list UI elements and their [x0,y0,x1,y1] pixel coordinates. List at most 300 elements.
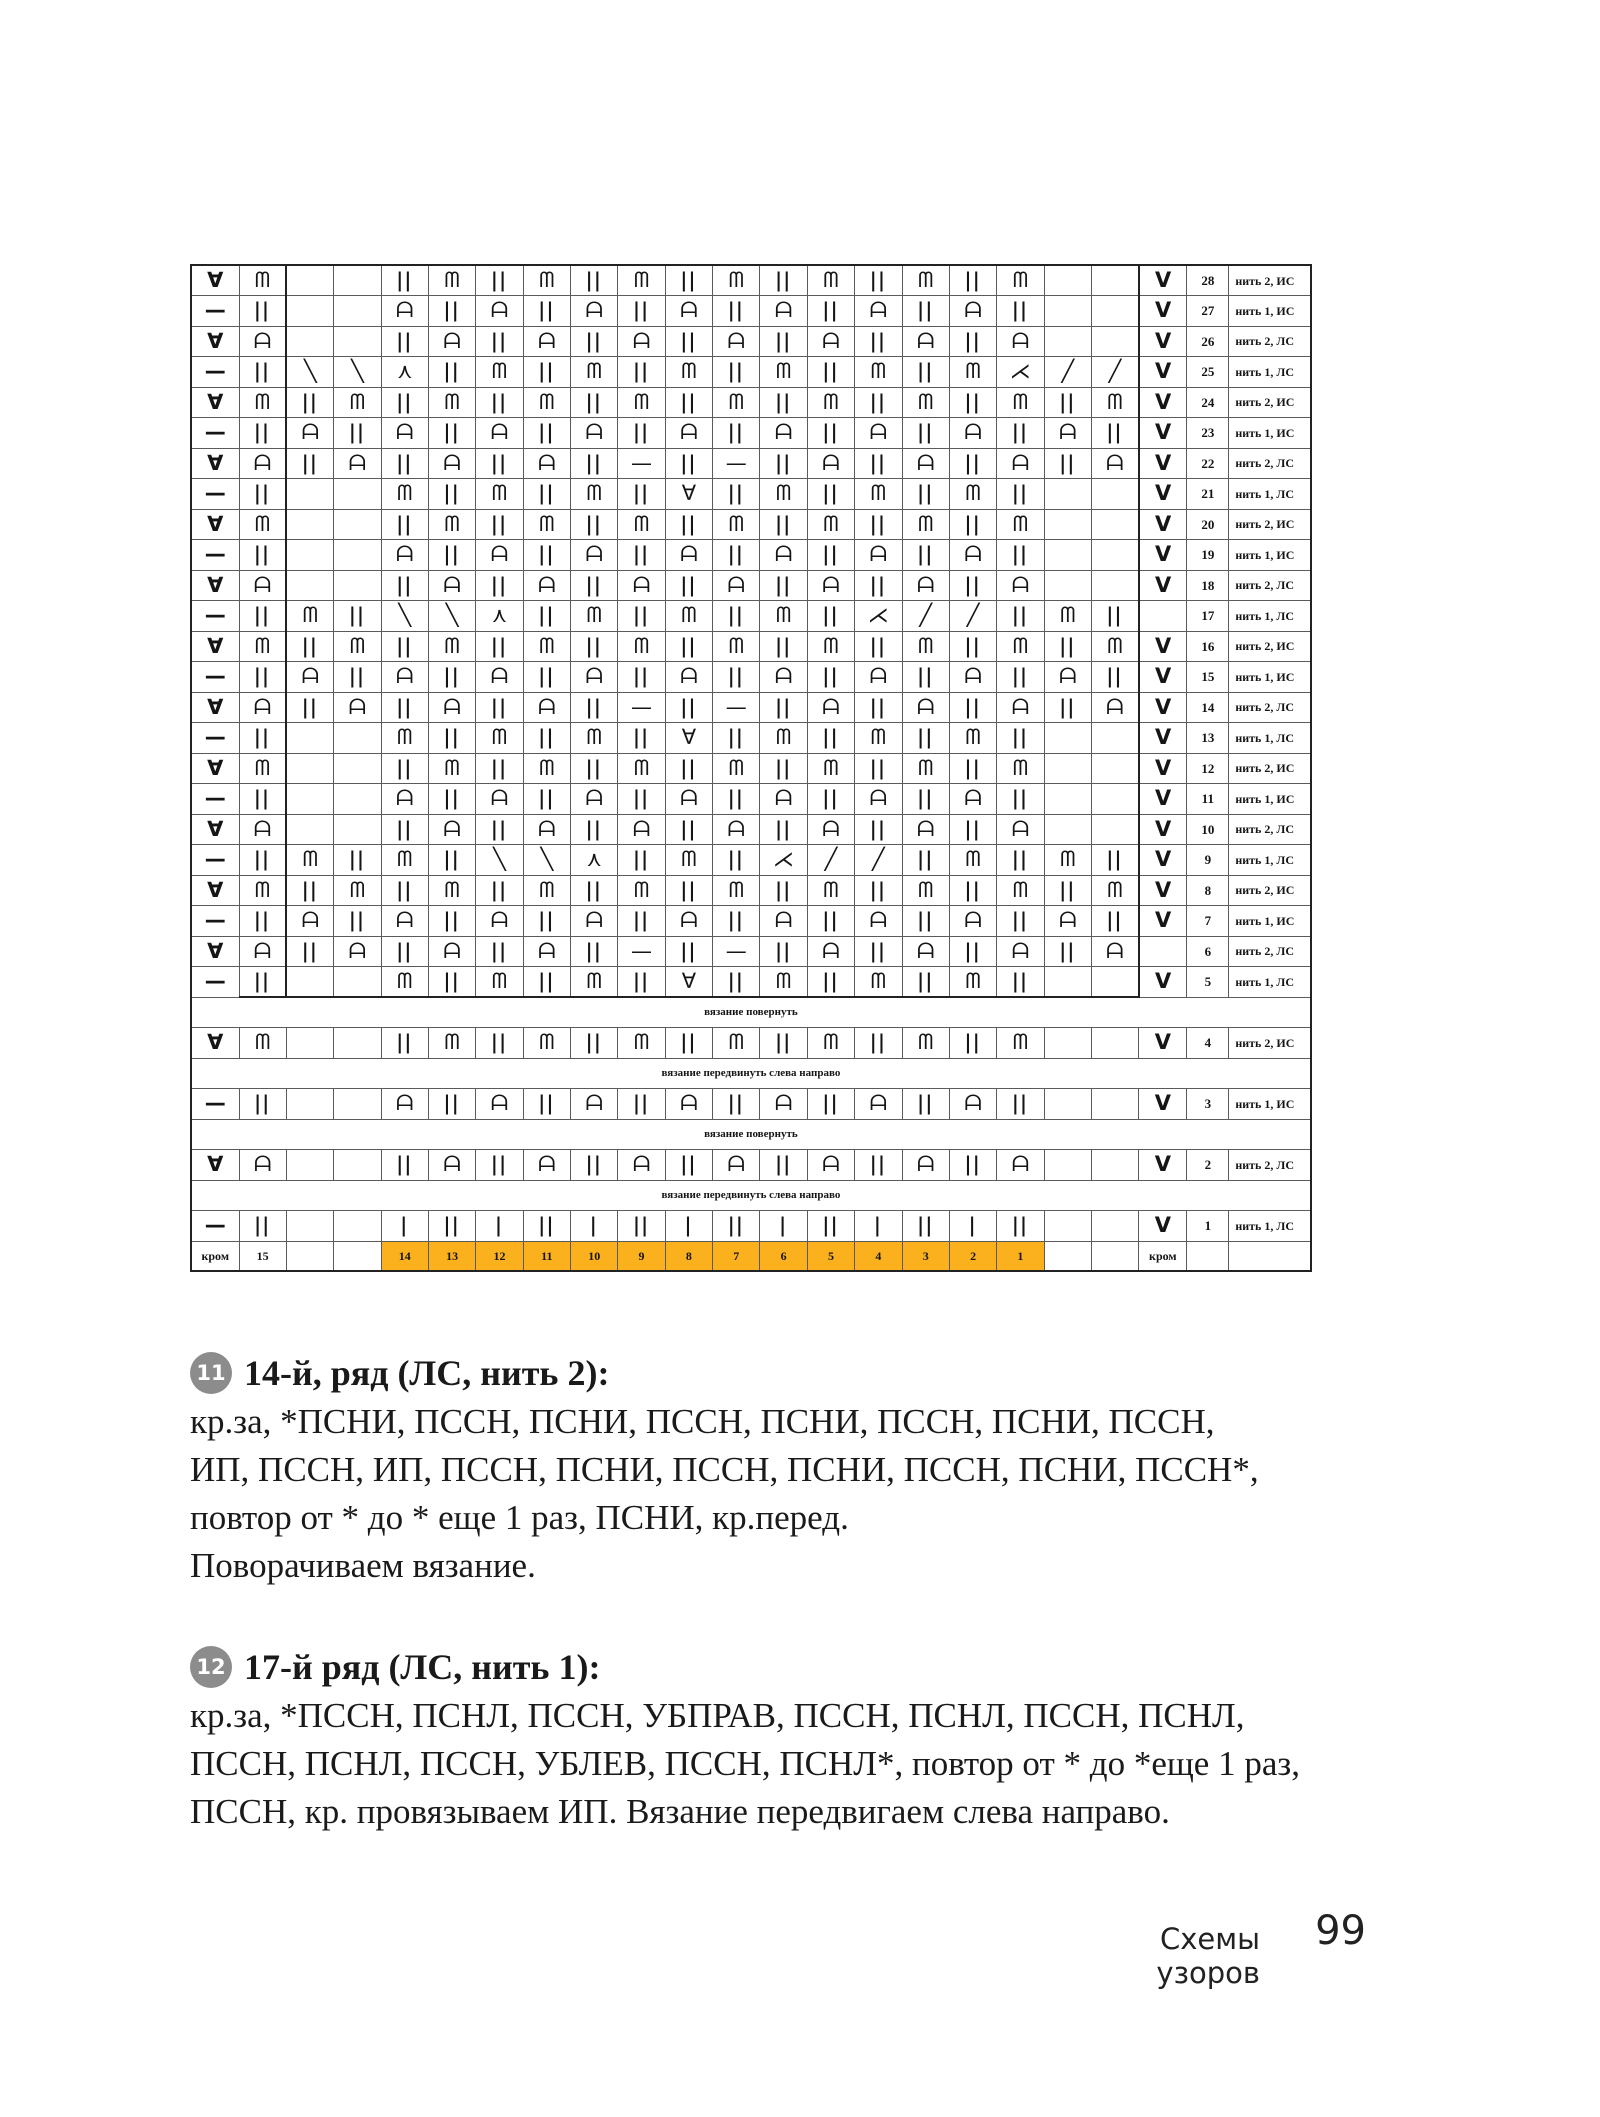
stitch-cell: ǀǀ [997,723,1044,754]
row-description: нить 2, ИС [1229,631,1311,662]
stitch-cell: ǀǀ [618,967,665,998]
stitch-cell: ᗩ [949,662,996,693]
step-badge: 12 [190,1646,232,1688]
stitch-cell: ǀǀ [760,814,807,845]
stitch-cell [286,479,333,510]
stitch-cell: ᗰ [239,387,286,418]
stitch-cell: ᗰ [902,631,949,662]
stitch-cell: ǀǀ [381,631,428,662]
stitch-cell: ǀǀ [476,387,523,418]
row-description: нить 2, ЛС [1229,692,1311,723]
stitch-cell [1091,967,1138,998]
stitch-cell: ǀǀ [997,479,1044,510]
stitch-cell: ᗰ [239,753,286,784]
stitch-cell: ᗰ [855,479,902,510]
stitch-cell: ǀǀ [428,723,475,754]
stitch-cell: ᗰ [807,753,854,784]
chart-note: вязание передвинуть слева направо [191,1058,1311,1089]
stitch-cell: ǀǀ [760,326,807,357]
stitch-number: 7 [713,1241,760,1271]
stitch-number: 11 [523,1241,570,1271]
stitch-cell: ǀǀ [334,662,381,693]
stitch-cell: ǀǀ [855,1150,902,1181]
stitch-cell: ǀǀ [618,296,665,327]
stitch-cell: ǀǀ [428,418,475,449]
stitch-cell: ǀǀ [1091,845,1138,876]
stitch-cell: ǀǀ [665,509,712,540]
stitch-cell: ᗰ [428,875,475,906]
row-number: 26 [1187,326,1229,357]
chart-row [191,540,1311,571]
stitch-cell: ǀǀ [571,753,618,784]
stitch-cell: ǀǀ [760,265,807,296]
instruction-title: 14-й, ряд (ЛС, нить 2): [244,1353,610,1393]
stitch-number: 12 [476,1241,523,1271]
stitch-cell: ǀǀ [476,1150,523,1181]
stitch-cell [334,509,381,540]
stitch-cell: ᗩ [997,814,1044,845]
stitch-cell: ǀǀ [713,357,760,388]
stitch-cell: ᗩ [1044,662,1091,693]
stitch-cell: ᗰ [618,387,665,418]
stitch-cell: ǀǀ [476,265,523,296]
stitch-cell: ǀǀ [855,631,902,662]
stitch-cell: ╲ [428,601,475,632]
stitch-cell: ǀǀ [239,479,286,510]
stitch-cell: ᗰ [760,357,807,388]
stitch-cell: ǀǀ [571,265,618,296]
chart-row [191,845,1311,876]
left-edge-symbol: — [191,967,239,998]
stitch-cell: ᗰ [618,265,665,296]
stitch-cell [286,1211,333,1242]
edge-label: кром [1139,1241,1187,1271]
stitch-cell: ᗰ [902,753,949,784]
stitch-cell: ᗰ [807,631,854,662]
stitch-cell: ǀǀ [1044,875,1091,906]
stitch-cell [334,265,381,296]
stitch-cell: ᗰ [713,387,760,418]
stitch-cell: ∀ [665,967,712,998]
stitch-cell: ᗰ [807,265,854,296]
stitch-cell: ᗩ [713,814,760,845]
stitch-cell: ǀǀ [381,875,428,906]
row-description: нить 2, ИС [1229,1028,1311,1059]
left-edge-symbol: ∀ [191,570,239,601]
stitch-cell: ᗩ [476,296,523,327]
stitch-cell: ᗩ [902,814,949,845]
stitch-cell: ᗰ [571,357,618,388]
stitch-cell: ᗩ [807,814,854,845]
stitch-cell: ǀǀ [239,601,286,632]
stitch-cell: ǀǀ [807,418,854,449]
right-edge-symbol: V [1139,387,1187,418]
stitch-cell: ᗰ [997,875,1044,906]
stitch-cell: ᗩ [334,448,381,479]
right-edge-symbol: V [1139,265,1187,296]
row-description: нить 2, ИС [1229,387,1311,418]
stitch-cell: ǀǀ [949,814,996,845]
stitch-cell [1091,784,1138,815]
stitch-cell: ᗩ [476,540,523,571]
stitch-cell: — [713,692,760,723]
stitch-number: 8 [665,1241,712,1271]
stitch-cell: ǀǀ [286,936,333,967]
stitch-cell: ᗩ [949,540,996,571]
stitch-cell: ᗰ [428,509,475,540]
stitch-cell: ǀǀ [807,967,854,998]
instruction-line: кр.за, *ПССН, ПСНЛ, ПССН, УБПРАВ, ПССН, ПСНЛ, ПССН, ПСНЛ, [190,1696,1245,1735]
chart-row [191,387,1311,418]
stitch-cell: ᗩ [618,814,665,845]
edge-label: кром [191,1241,239,1271]
stitch-cell: ǀǀ [997,296,1044,327]
stitch-cell: ǀǀ [381,753,428,784]
stitch-cell: ᗰ [239,631,286,662]
stitch-cell: ᗰ [618,1028,665,1059]
row-description: нить 2, ЛС [1229,570,1311,601]
stitch-cell: ǀǀ [855,814,902,845]
chart-row [191,1028,1311,1059]
chart-note-row [191,1180,1311,1211]
stitch-cell: ⋌ [997,357,1044,388]
row-number: 12 [1187,753,1229,784]
stitch-cell: ᗩ [665,662,712,693]
stitch-cell: ǀǀ [428,1211,475,1242]
stitch-cell: ᗰ [665,357,712,388]
stitch-cell: ǀǀ [381,387,428,418]
stitch-cell: ǀǀ [381,509,428,540]
stitch-cell: ⋏ [476,601,523,632]
stitch-cell: ǀǀ [239,784,286,815]
stitch-cell: ᗰ [523,265,570,296]
stitch-cell: ᗰ [760,723,807,754]
left-edge-symbol: ∀ [191,875,239,906]
row-number: 18 [1187,570,1229,601]
stitch-number: 3 [902,1241,949,1271]
row-number: 13 [1187,723,1229,754]
stitch-cell: ᗩ [571,540,618,571]
stitch-cell: ᗰ [428,387,475,418]
stitch-cell: ᗩ [760,1089,807,1120]
stitch-cell [286,1089,333,1120]
left-edge-symbol: — [191,1089,239,1120]
stitch-number: 1 [997,1241,1044,1271]
stitch-cell: ǀǀ [618,784,665,815]
row-number: 20 [1187,509,1229,540]
instruction-line: Поворачиваем вязание. [190,1546,536,1585]
stitch-cell: ᗰ [239,265,286,296]
right-edge-symbol: V [1139,1028,1187,1059]
stitch-cell: ᗩ [239,814,286,845]
stitch-cell: ᗰ [618,753,665,784]
stitch-cell: ╱ [855,845,902,876]
stitch-cell: ǀǀ [665,1028,712,1059]
right-edge-symbol: V [1139,784,1187,815]
stitch-cell: ǀǀ [949,509,996,540]
stitch-cell [1044,1089,1091,1120]
row-number: 9 [1187,845,1229,876]
stitch-number: 13 [428,1241,475,1271]
stitch-cell: ᗩ [949,418,996,449]
stitch-cell: ╱ [1044,357,1091,388]
stitch-cell: ᗩ [807,326,854,357]
stitch-cell: ǀǀ [997,601,1044,632]
stitch-cell [286,753,333,784]
stitch-cell: ᗩ [997,570,1044,601]
stitch-cell: ǀǀ [428,357,475,388]
stitch-cell: ǀǀ [713,418,760,449]
chart-row [191,296,1311,327]
stitch-cell: ᗰ [713,631,760,662]
stitch-cell [334,296,381,327]
stitch-cell: ᗰ [949,845,996,876]
stitch-cell: ǀǀ [713,540,760,571]
stitch-cell: ǀ [855,1211,902,1242]
stitch-cell: ǀǀ [571,936,618,967]
stitch-cell: ᗩ [665,418,712,449]
stitch-cell: ǀǀ [381,326,428,357]
stitch-cell: ᗰ [286,601,333,632]
stitch-cell: ᗩ [760,540,807,571]
stitch-cell: ǀǀ [713,967,760,998]
stitch-cell: ǀǀ [665,326,712,357]
stitch-cell: ǀǀ [807,784,854,815]
chart-row [191,692,1311,723]
stitch-cell: ǀǀ [239,540,286,571]
stitch-cell [334,1028,381,1059]
stitch-cell: ᗰ [855,967,902,998]
row-number: 22 [1187,448,1229,479]
stitch-cell: ᗩ [1091,448,1138,479]
left-edge-symbol: ∀ [191,509,239,540]
stitch-cell: ǀǀ [286,631,333,662]
stitch-cell: ǀǀ [713,601,760,632]
row-number: 6 [1187,936,1229,967]
stitch-cell: ǀǀ [997,540,1044,571]
stitch-cell: ǀǀ [855,936,902,967]
stitch-cell: ǀǀ [476,875,523,906]
stitch-cell [1044,784,1091,815]
stitch-cell: ǀǀ [949,1150,996,1181]
stitch-cell: ǀǀ [665,692,712,723]
instruction-heading [190,1644,1370,1690]
stitch-cell: ǀǀ [855,692,902,723]
stitch-cell: ǀǀ [902,662,949,693]
stitch-cell: ǀǀ [286,692,333,723]
stitch-cell [334,814,381,845]
stitch-cell: ǀǀ [618,357,665,388]
stitch-cell: ǀǀ [902,845,949,876]
stitch-cell: ᗩ [949,906,996,937]
stitch-cell: ǀǀ [571,509,618,540]
stitch-cell: ᗩ [523,692,570,723]
chart-note-row [191,1119,1311,1150]
stitch-cell: ǀǀ [1044,936,1091,967]
stitch-cell: ǀǀ [476,753,523,784]
stitch-cell: ǀǀ [665,448,712,479]
stitch-cell: ǀǀ [571,1028,618,1059]
stitch-cell: ǀǀ [239,967,286,998]
row-number: 8 [1187,875,1229,906]
stitch-cell [1044,509,1091,540]
stitch-cell: ᗩ [523,326,570,357]
right-edge-symbol: V [1139,967,1187,998]
knitting-chart [190,264,1312,1272]
left-edge-symbol: ∀ [191,753,239,784]
row-number: 23 [1187,418,1229,449]
stitch-cell: ǀǀ [618,1211,665,1242]
right-edge-symbol: V [1139,692,1187,723]
row-description: нить 1, ИС [1229,906,1311,937]
stitch-cell: ǀǀ [334,418,381,449]
step-badge: 11 [190,1352,232,1394]
stitch-cell: ǀǀ [902,906,949,937]
right-edge-symbol: V [1139,814,1187,845]
stitch-cell: — [618,936,665,967]
right-edge-symbol: V [1139,906,1187,937]
stitch-cell: ᗰ [239,509,286,540]
stitch-cell: ᗰ [381,967,428,998]
row-description: нить 1, ИС [1229,1089,1311,1120]
stitch-cell: ǀǀ [855,1028,902,1059]
stitch-cell: ǀǀ [713,479,760,510]
stitch-cell: ╲ [334,357,381,388]
stitch-cell: ǀǀ [618,1089,665,1120]
stitch-cell: — [713,936,760,967]
stitch-cell [334,723,381,754]
stitch-cell: ᗩ [476,662,523,693]
stitch-cell: ǀǀ [760,570,807,601]
stitch-cell: ᗩ [476,784,523,815]
row-description: нить 1, ЛС [1229,357,1311,388]
stitch-cell: ǀǀ [713,296,760,327]
stitch-cell: ╲ [286,357,333,388]
stitch-cell: ᗩ [807,936,854,967]
stitch-cell: ǀǀ [902,1211,949,1242]
left-edge-symbol: ∀ [191,631,239,662]
stitch-cell: ᗩ [665,1089,712,1120]
stitch-cell: ǀǀ [523,540,570,571]
stitch-cell: ǀ [665,1211,712,1242]
row-description: нить 1, ЛС [1229,723,1311,754]
instruction-line: кр.за, *ПСНИ, ПССН, ПСНИ, ПССН, ПСНИ, ПССН, ПСНИ, ПССН, [190,1402,1215,1441]
right-edge-symbol: V [1139,296,1187,327]
stitch-cell: ᗩ [855,906,902,937]
stitch-number: 6 [760,1241,807,1271]
stitch-cell: ᗰ [997,265,1044,296]
stitch-cell: ǀǀ [571,1150,618,1181]
left-edge-symbol: — [191,479,239,510]
stitch-cell: ǀǀ [239,1211,286,1242]
stitch-number: 9 [618,1241,665,1271]
stitch-cell [334,570,381,601]
stitch-cell: ᗰ [381,479,428,510]
stitch-cell: ᗩ [618,326,665,357]
stitch-cell [286,540,333,571]
stitch-cell [1044,967,1091,998]
stitch-cell: ᗰ [949,479,996,510]
stitch-cell: ᗰ [713,753,760,784]
left-edge-symbol: — [191,906,239,937]
stitch-cell: ᗰ [997,387,1044,418]
stitch-cell: ᗰ [476,723,523,754]
stitch-cell: ǀǀ [381,570,428,601]
stitch-cell: ᗩ [428,692,475,723]
stitch-cell: ᗰ [523,753,570,784]
stitch-cell: ᗰ [523,1028,570,1059]
row-description: нить 1, ИС [1229,418,1311,449]
stitch-cell: ǀǀ [334,906,381,937]
stitch-cell: ǀǀ [239,296,286,327]
stitch-cell: ᗰ [428,631,475,662]
row-description: нить 2, ЛС [1229,1150,1311,1181]
instruction-text [190,1692,1370,1836]
stitch-cell [1044,753,1091,784]
stitch-cell: ᗩ [618,570,665,601]
stitch-cell: ǀǀ [997,1089,1044,1120]
stitch-cell: ǀǀ [239,357,286,388]
stitch-cell: ᗩ [855,784,902,815]
stitch-cell [334,540,381,571]
stitch-cell: ǀǀ [381,936,428,967]
stitch-cell: ǀǀ [665,814,712,845]
stitch-cell: ᗰ [428,753,475,784]
stitch-cell [286,296,333,327]
stitch-cell: ᗩ [902,448,949,479]
stitch-cell: ᗰ [381,723,428,754]
stitch-cell: ᗩ [997,936,1044,967]
stitch-cell: ǀǀ [807,357,854,388]
stitch-cell: ǀǀ [855,387,902,418]
stitch-cell: ǀǀ [239,418,286,449]
stitch-cell: ǀǀ [949,448,996,479]
stitch-cell: ᗩ [902,936,949,967]
stitch-cell: ᗰ [807,509,854,540]
stitch-cell: ǀǀ [760,387,807,418]
stitch-cell: ǀǀ [855,509,902,540]
stitch-cell: ᗩ [381,296,428,327]
stitch-cell: ǀǀ [523,601,570,632]
stitch-cell: ǀǀ [523,418,570,449]
stitch-cell: ǀǀ [381,1150,428,1181]
stitch-cell: ᗩ [807,448,854,479]
left-edge-symbol: — [191,418,239,449]
stitch-cell: ᗰ [760,479,807,510]
row-description: нить 2, ИС [1229,509,1311,540]
stitch-cell: ǀǀ [760,631,807,662]
right-edge-symbol: V [1139,845,1187,876]
stitch-cell: ǀǀ [476,692,523,723]
stitch-cell: ᗰ [239,1028,286,1059]
stitch-cell: ǀǀ [476,1028,523,1059]
stitch-number: 5 [807,1241,854,1271]
stitch-cell: ᗰ [1091,875,1138,906]
stitch-cell: ǀǀ [1091,601,1138,632]
stitch-cell: ᗰ [523,387,570,418]
stitch-cell: ǀǀ [381,265,428,296]
stitch-cell: ᗩ [855,418,902,449]
stitch-cell: ᗰ [949,723,996,754]
row-description: нить 2, ЛС [1229,814,1311,845]
stitch-cell: ᗩ [902,326,949,357]
stitch-cell: ǀǀ [902,1089,949,1120]
stitch-cell: ᗰ [618,631,665,662]
stitch-cell: ᗩ [997,326,1044,357]
stitch-cell: ǀǀ [523,296,570,327]
stitch-cell: ∀ [665,723,712,754]
stitch-cell: ᗩ [428,936,475,967]
